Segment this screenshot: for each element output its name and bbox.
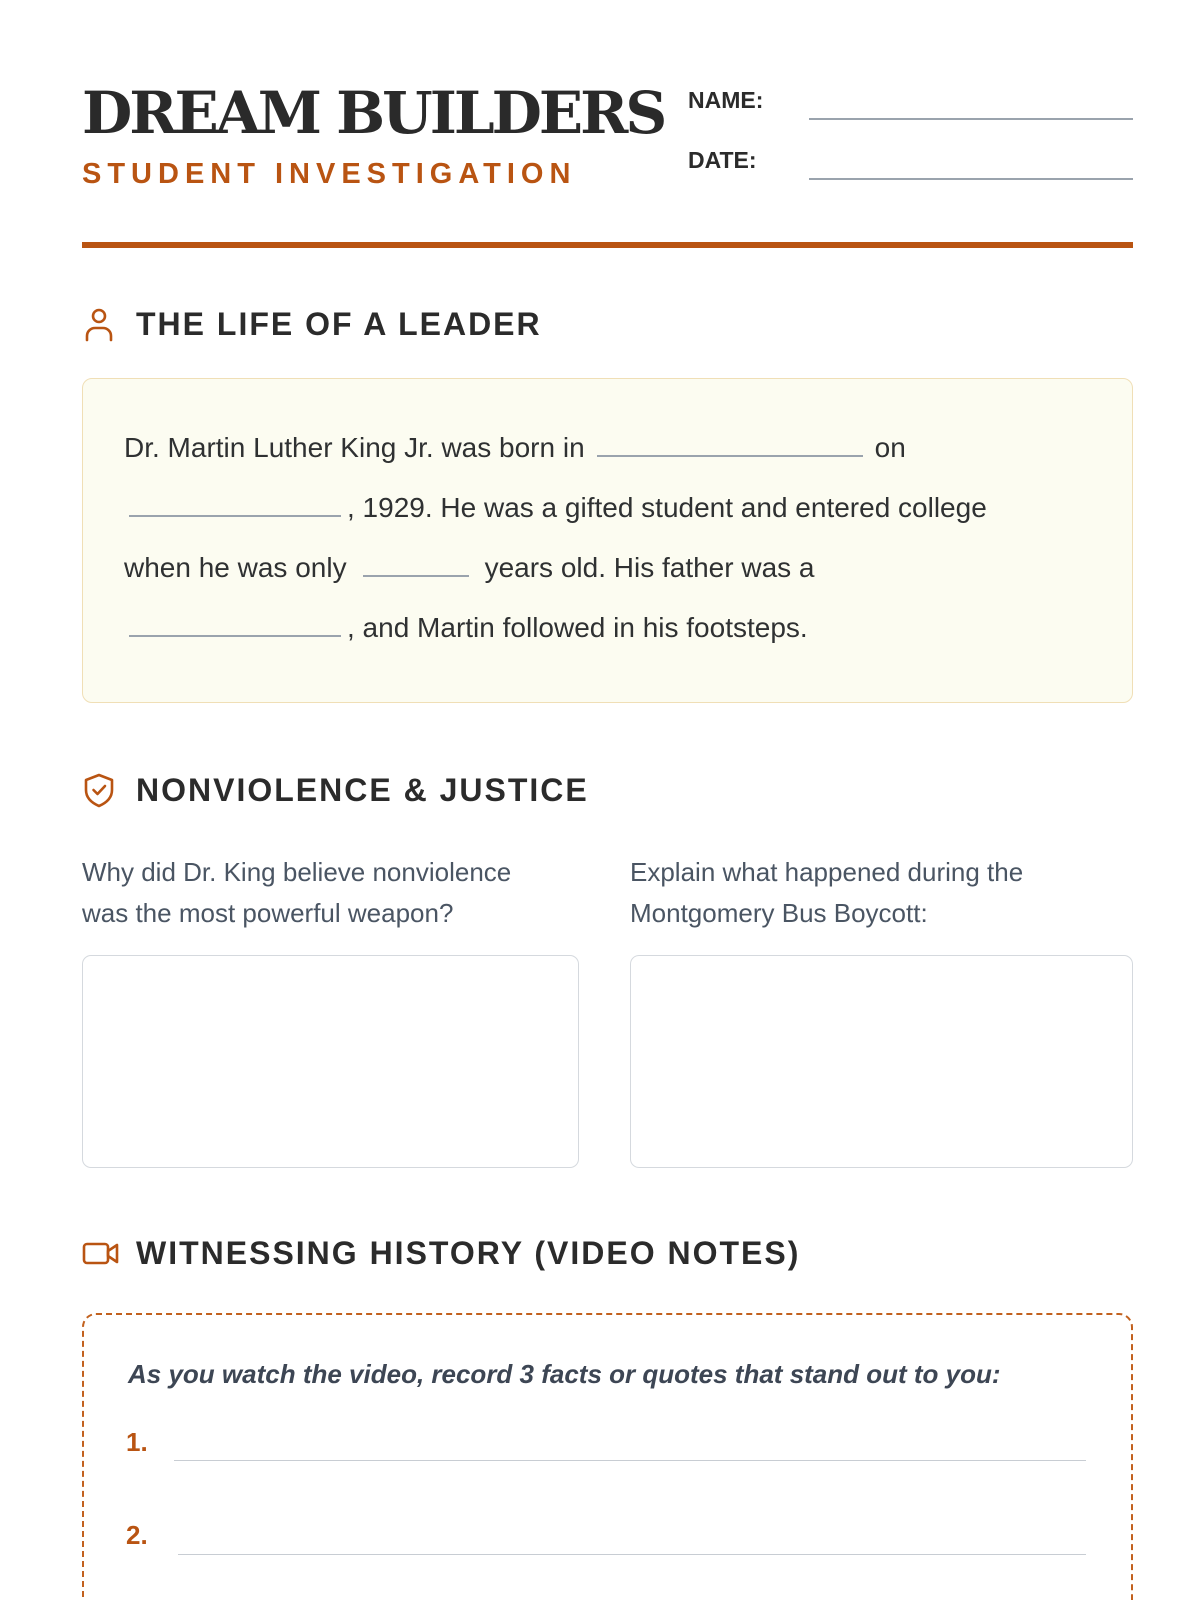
cloze-line-2: [112, 494, 987, 522]
date-field[interactable]: [809, 178, 1133, 180]
name-label: NAME:: [688, 87, 764, 113]
section-title: NONVIOLENCE & JUSTICE: [136, 772, 589, 808]
name-field[interactable]: [809, 118, 1133, 120]
section-heading-video: [82, 1235, 800, 1271]
date-label: DATE:: [688, 147, 757, 173]
fill-in-the-blank-box: [82, 378, 1133, 703]
notes-instruction: As you watch the video, record 3 facts or quotes that stand out to you:: [128, 1359, 1001, 1389]
worksheet-subtitle: STUDENT INVESTIGATION: [82, 158, 577, 190]
cloze-line-1: [124, 434, 906, 462]
section-title: WITNESSING HISTORY (VIDEO NOTES): [136, 1235, 801, 1271]
question-bus-boycott: Explain what happened during the Montgomery Bus Boycott:: [630, 857, 1024, 928]
note-line-1[interactable]: [174, 1460, 1086, 1461]
note-number: 2.: [126, 1520, 148, 1550]
blank-birthplace[interactable]: [597, 455, 863, 457]
cloze-line-4: [112, 614, 808, 642]
worksheet-title: DREAM BUILDERS: [82, 79, 665, 147]
cloze-text: when he was only: [124, 552, 347, 583]
video-notes-box: [82, 1313, 1133, 1600]
cloze-text: Dr. Martin Luther King Jr. was born in: [124, 432, 585, 463]
blank-college-age[interactable]: [363, 575, 469, 577]
header-divider: [82, 242, 1133, 248]
section-heading-justice: [82, 772, 589, 808]
answer-box-bus-boycott[interactable]: [630, 955, 1133, 1168]
shield-check-icon: [82, 772, 116, 808]
cloze-text: , and Martin followed in his footsteps.: [347, 612, 808, 643]
blank-father-occupation[interactable]: [129, 635, 341, 637]
section-title: THE LIFE OF A LEADER: [136, 306, 542, 342]
question-nonviolence: Why did Dr. King believe nonviolence was the most powerful weapon?: [82, 857, 512, 928]
note-number: 1.: [126, 1427, 148, 1457]
person-icon: [82, 306, 116, 342]
note-line-2[interactable]: [178, 1554, 1086, 1555]
answer-box-nonviolence[interactable]: [82, 955, 579, 1168]
cloze-text: on: [874, 432, 906, 463]
section-heading-life: [82, 306, 542, 342]
cloze-line-3: [124, 554, 815, 582]
cloze-text: years old. His father was a: [484, 552, 815, 583]
video-camera-icon: [82, 1235, 120, 1271]
blank-birthdate[interactable]: [129, 515, 341, 517]
cloze-text: , 1929. He was a gifted student and entered college: [347, 492, 987, 523]
worksheet-page: [82, 0, 1133, 1600]
